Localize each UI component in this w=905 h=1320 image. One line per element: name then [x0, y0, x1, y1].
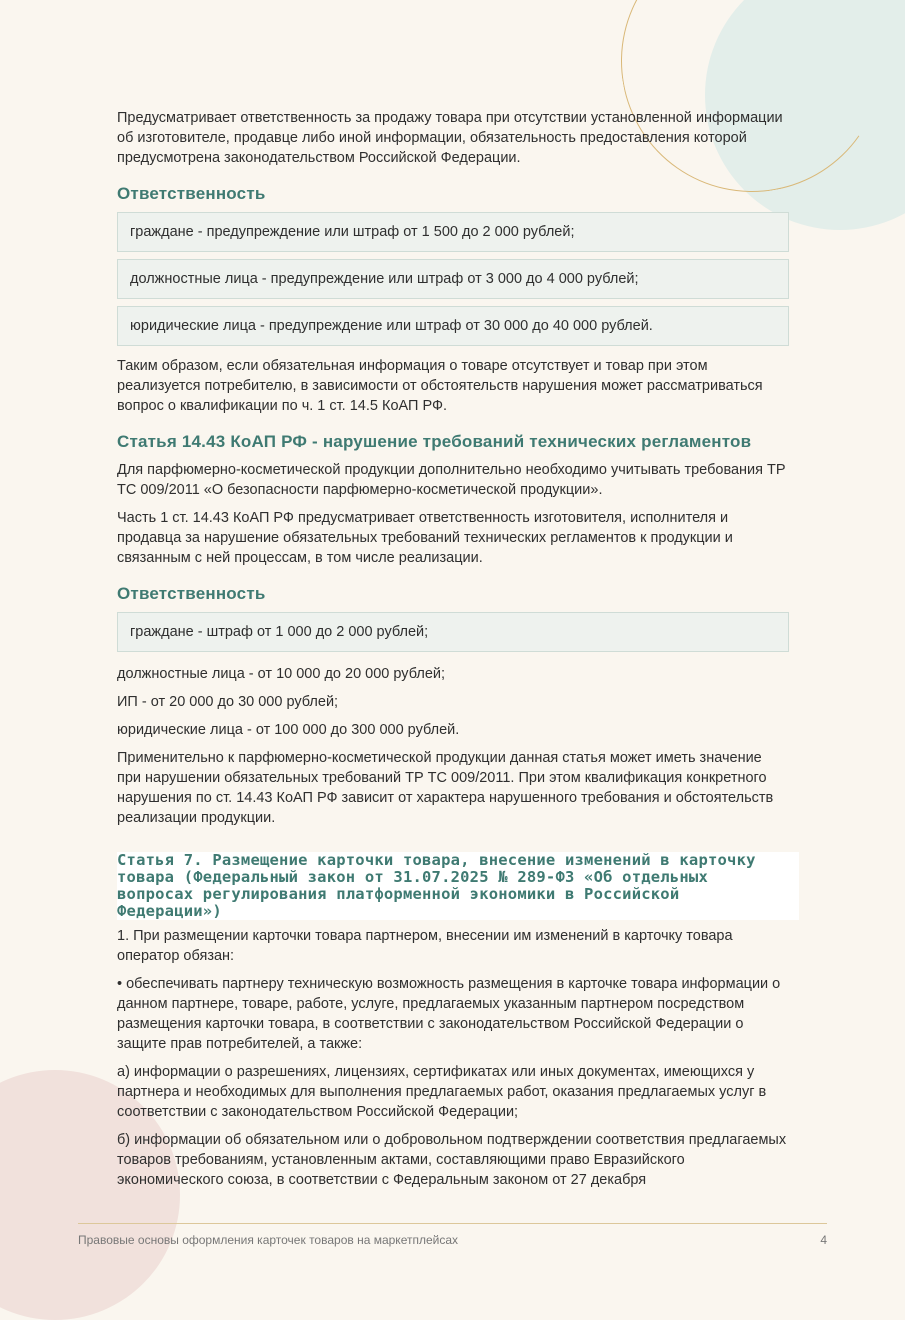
liability-item-citizens: граждане - предупреждение или штраф от 1 500 до 2 000 рублей; — [117, 212, 789, 252]
liability2-item-ip: ИП - от 20 000 до 30 000 рублей; — [117, 694, 339, 710]
article-7-paragraph-1: 1. При размещении карточки товара партнером, внесении им изменений в карточку товара оператор обязан: — [117, 928, 733, 964]
article-7-paragraph-3: а) информации о разрешениях, лицензиях, сертификатах или иных документах, имеющихся у партнера и необходимых для выполнения предлагаемых работ, оказания предлагаемых услуг в соответствии с законодательством Российской Федерации; — [117, 1064, 767, 1120]
section-heading-liability-2: Ответственность — [117, 584, 266, 603]
article-7-paragraph-4: б) информации об обязательном или о добровольном подтверждении соответствия предлагаемых товаров требованиям, установленным актами, составляющими право Евразийского экономического союза, в соответствии с Федеральным законом от 27 декабря — [117, 1132, 787, 1188]
article-7-heading: Статья 7. Размещение карточки товара, внесение изменений в карточку товара (Федеральный закон от 31.07.2025 № 289-ФЗ «Об отдельных вопросах регулирования платформенной экономики в Российской Федерации») — [117, 852, 799, 920]
article-1443-paragraph-1: Для парфюмерно-косметической продукции дополнительно необходимо учитывать требования ТР ТС 009/2011 «О безопасности парфюмерно-косметической продукции». — [117, 462, 786, 498]
liability-item-legal-entities: юридические лица - предупреждение или штраф от 30 000 до 40 000 рублей. — [117, 306, 789, 346]
liability2-item-citizens: граждане - штраф от 1 000 до 2 000 рублей; — [117, 612, 789, 652]
footer-divider — [78, 1223, 827, 1224]
section1-conclusion: Таким образом, если обязательная информация о товаре отсутствует и товар при этом реализуется потребителю, в зависимости от обстоятельств нарушения может рассматриваться вопрос о квалификации по ч. 1 ст. 14.5 КоАП РФ. — [117, 358, 763, 414]
page-content — [117, 108, 789, 1198]
section-heading-liability: Ответственность — [117, 184, 266, 203]
page-number: 4 — [820, 1233, 827, 1247]
section2-conclusion: Применительно к парфюмерно-косметической продукции данная статья может иметь значение при нарушении обязательных требований ТР ТС 009/2011. При этом квалификация конкретного нарушения по ст. 14.43 КоАП РФ зависит от характера нарушенного требования и обстоятельств реализации продукции. — [117, 750, 774, 826]
intro-paragraph: Предусматривает ответственность за продажу товара при отсутствии установленной информации об изготовителе, продавце либо иной информации, обязательность предоставления которой предусмотрена законодательством Российской Федерации. — [117, 110, 783, 166]
liability2-item-legal-entities: юридические лица - от 100 000 до 300 000 рублей. — [117, 722, 460, 738]
liability-item-officials: должностные лица - предупреждение или штраф от 3 000 до 4 000 рублей; — [117, 259, 789, 299]
liability-list — [117, 212, 789, 346]
article-1443-paragraph-2: Часть 1 ст. 14.43 КоАП РФ предусматривает ответственность изготовителя, исполнителя и продавца за нарушение обязательных требований технических регламентов к продукции и связанным с ней процессам, в том числе реализации. — [117, 510, 733, 566]
footer-title: Правовые основы оформления карточек товаров на маркетплейсах — [78, 1233, 459, 1247]
liability2-item-officials: должностные лица - от 10 000 до 20 000 рублей; — [117, 666, 446, 682]
article-1443-heading: Статья 14.43 КоАП РФ - нарушение требований технических регламентов — [117, 432, 752, 451]
article-7-paragraph-2: • обеспечивать партнеру техническую возможность размещения в карточке товара информации о данном партнере, товаре, работе, услуге, предлагаемых указанным партнером посредством размещения карточки товара, в соответствии с законодательством Российской Федерации о защите прав потребителей, а также: — [117, 976, 781, 1052]
